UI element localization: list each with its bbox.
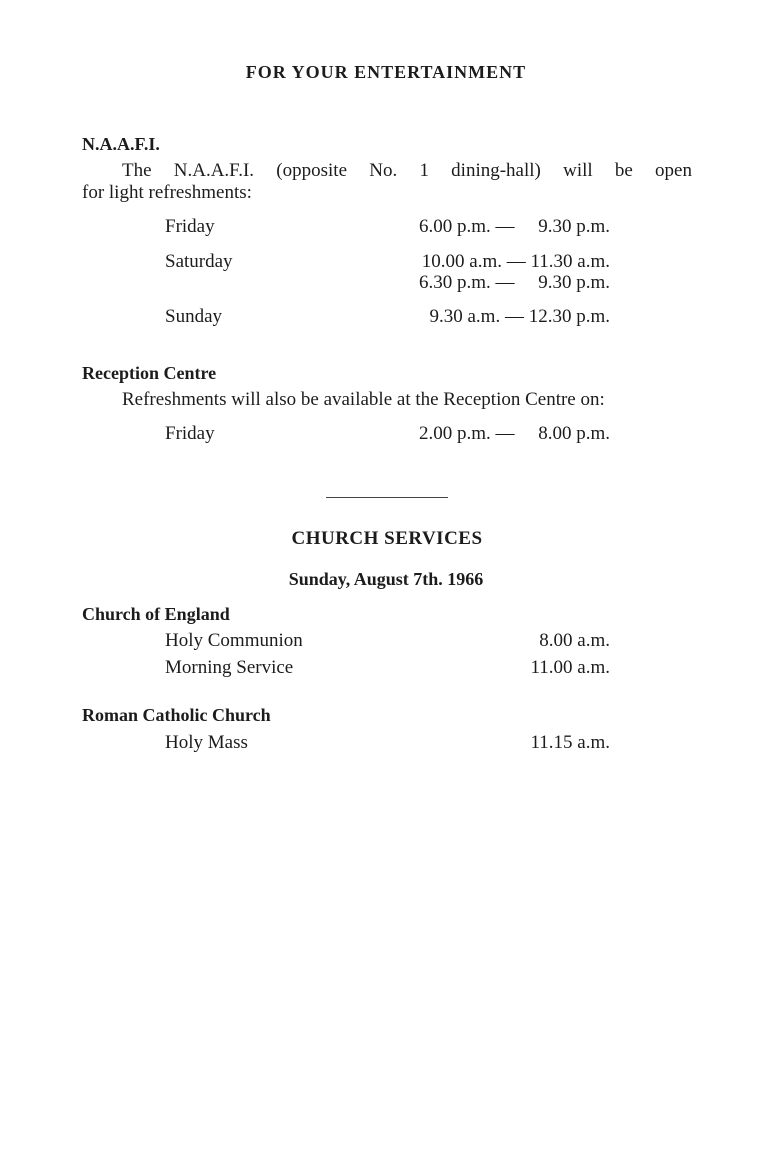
coe-service-morning: Morning Service <box>165 657 294 678</box>
church-date: Sunday, August 7th. 1966 <box>288 569 484 589</box>
rc-heading: Roman Catholic Church <box>82 705 271 725</box>
reception-heading: Reception Centre <box>82 363 217 383</box>
naafi-time-friday: 6.00 p.m. — 9.30 p.m. <box>418 216 610 237</box>
coe-time-morning: 11.00 a.m. <box>530 657 610 678</box>
naafi-time-sunday: 9.30 a.m. — 12.30 p.m. <box>429 306 610 327</box>
naafi-day-friday: Friday <box>165 216 215 237</box>
section-divider <box>326 497 448 498</box>
coe-time-holy-communion: 8.00 a.m. <box>539 630 610 651</box>
rc-service-holy-mass: Holy Mass <box>165 732 248 753</box>
reception-intro: Refreshments will also be available at the Reception Centre on: <box>122 389 605 410</box>
naafi-day-sunday: Sunday <box>165 306 222 327</box>
naafi-intro-line2: for light refreshments: <box>82 182 252 203</box>
naafi-heading: N.A.A.F.I. <box>82 134 160 154</box>
church-title: CHURCH SERVICES <box>291 528 483 549</box>
naafi-day-saturday: Saturday <box>165 251 233 272</box>
naafi-time-saturday-1: 10.00 a.m. — 11.30 a.m. <box>421 251 610 272</box>
coe-service-holy-communion: Holy Communion <box>165 630 303 651</box>
rc-time-holy-mass: 11.15 a.m. <box>530 732 610 753</box>
coe-heading: Church of England <box>82 604 230 624</box>
entertainment-title: FOR YOUR ENTERTAINMENT <box>245 62 527 82</box>
naafi-time-saturday-2: 6.30 p.m. — 9.30 p.m. <box>418 272 610 293</box>
naafi-intro-line1: The N.A.A.F.I. (opposite No. 1 dining-hall) will be open <box>122 160 692 181</box>
reception-day-friday: Friday <box>165 423 215 444</box>
reception-time-friday: 2.00 p.m. — 8.00 p.m. <box>418 423 610 444</box>
